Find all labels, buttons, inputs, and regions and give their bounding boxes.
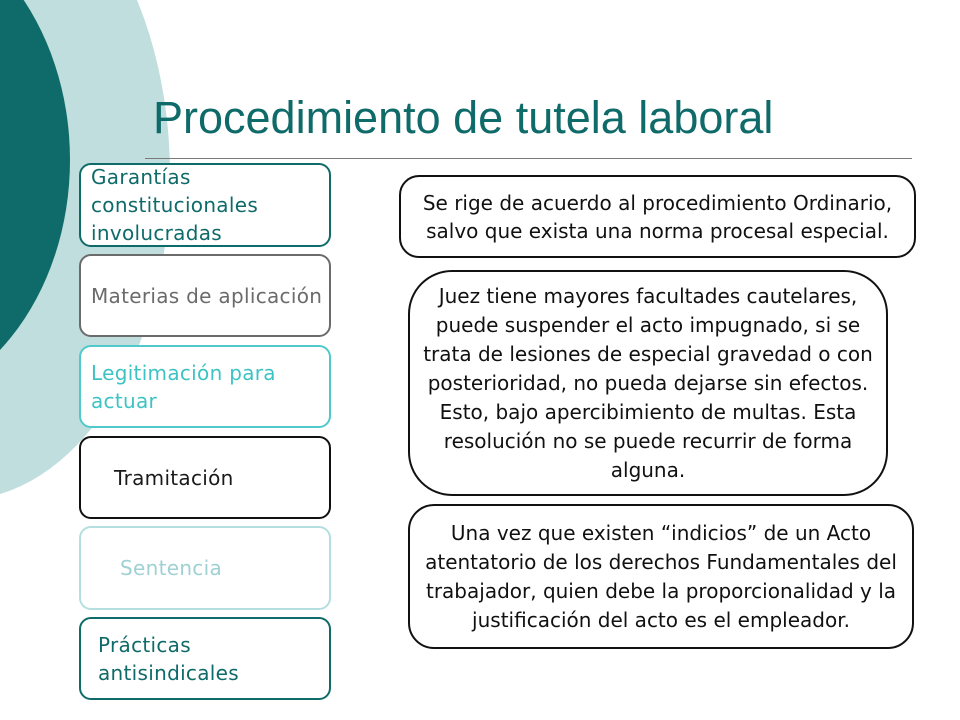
menu-item-label: Tramitación [114, 465, 234, 490]
menu-item-tramitacion[interactable] [79, 436, 331, 519]
menu-item-label: Sentencia [120, 556, 223, 580]
menu-item-label: Prácticas antisindicales [98, 632, 239, 685]
menu-item-sentencia[interactable] [79, 526, 331, 610]
content-box-indicios [408, 504, 914, 649]
content-text: Se rige de acuerdo al procedimiento Ordinario, salvo que exista una norma procesal especial. [422, 190, 893, 243]
content-box-facultades [408, 270, 888, 496]
content-text: Una vez que existen “indicios” de un Acto atentatorio de los derechos Fundamentales del trabajador, quien debe la proporcionalidad y la justificación del acto es el empleador. [425, 520, 897, 632]
content-text: Juez tiene mayores facultades cautelares, puede suspender el acto impugnado, si se trata de lesiones de especial gravedad o con posterioridad, no pueda dejarse sin efectos. Esto, bajo apercibimiento de multas. Esta resolución no se puede recurrir de forma alguna. [423, 283, 873, 482]
menu-item-label: Garantías constitucionales involucradas [91, 165, 259, 245]
menu-item-practicas[interactable] [79, 617, 331, 700]
title-divider [145, 158, 912, 159]
content-box-procedimiento [399, 175, 916, 258]
menu-item-materias[interactable] [79, 254, 331, 337]
page-title: Procedimiento de tutela laboral [153, 92, 774, 143]
menu-item-garantias[interactable] [79, 163, 331, 247]
menu-item-label: Legitimación para actuar [91, 360, 276, 413]
menu-item-legitimacion[interactable] [79, 345, 331, 428]
menu-item-label: Materias de aplicación [91, 283, 323, 308]
